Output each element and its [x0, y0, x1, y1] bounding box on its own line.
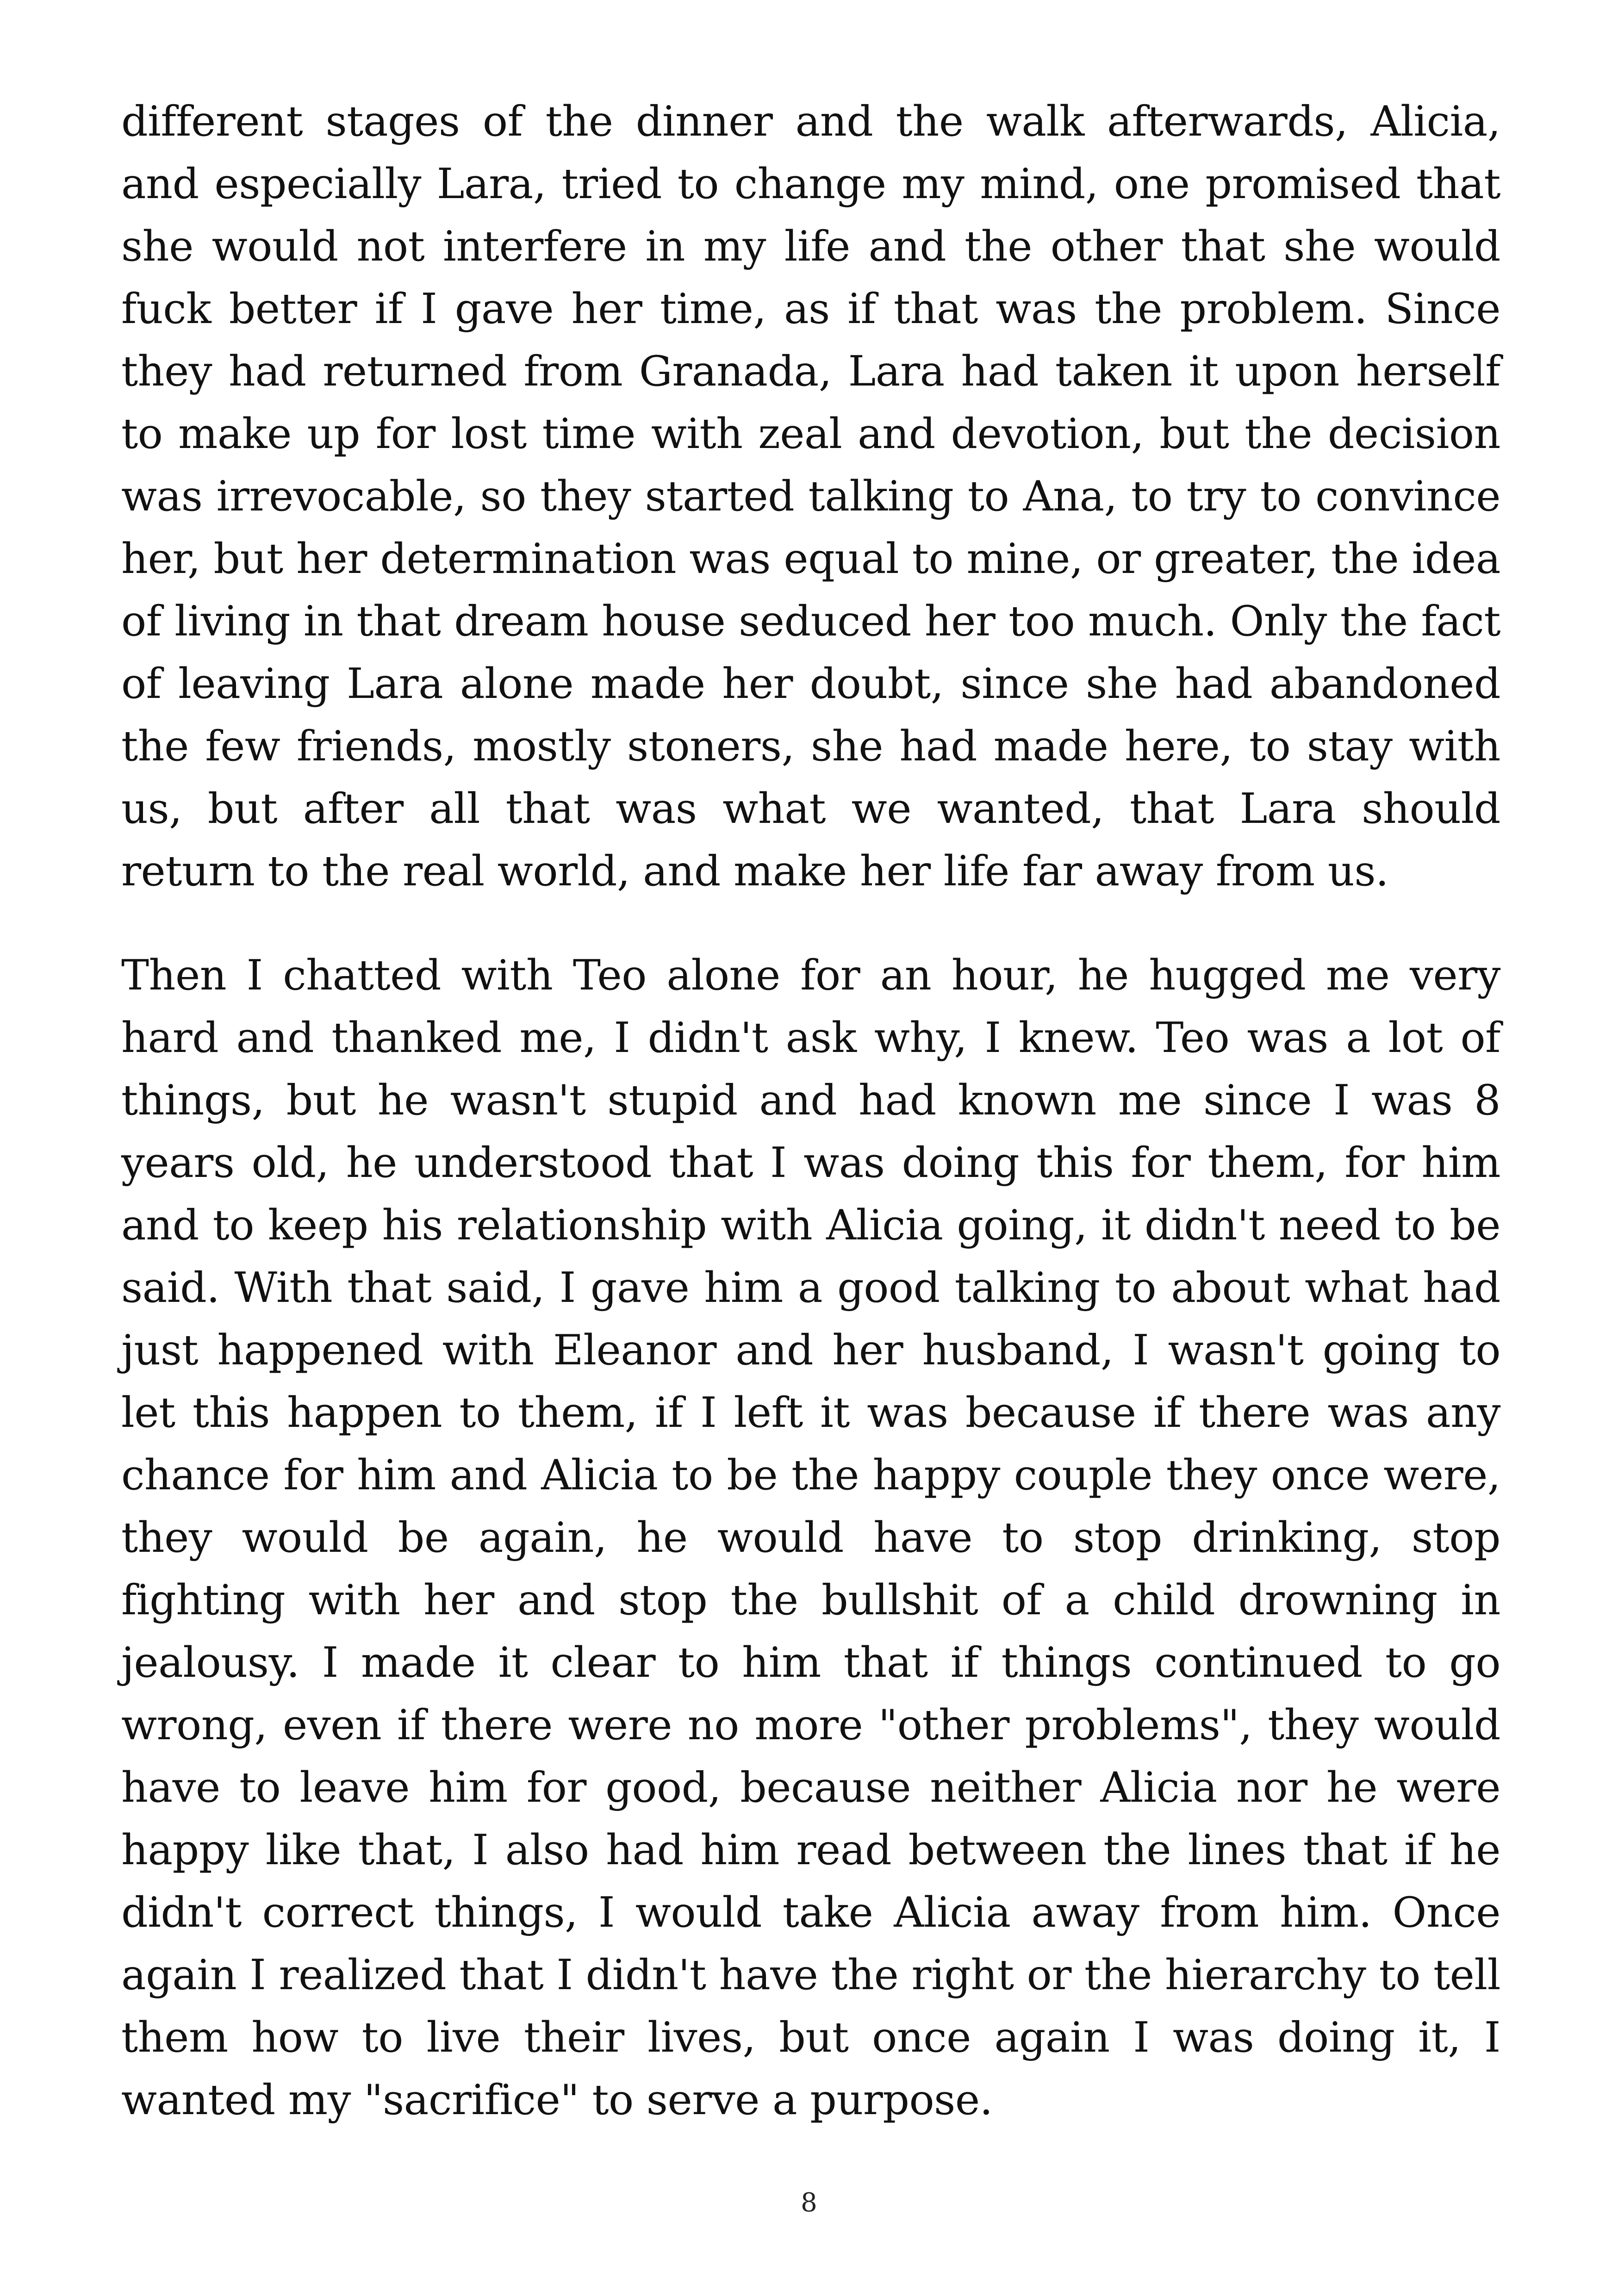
page-body [121, 90, 1500, 2173]
paragraph-1: different stages of the dinner and the walk afterwards, Alicia, and especially Lara, tried to change my mind, one promised that she would not interfere in my life and the other that she would fuck better if I gave her time, as if that was the problem. Since they had returned from Granada, Lara had taken it upon herself to make up for lost time with zeal and devotion, but the decision was irrevocable, so they started talking to Ana, to try to convince her, but her determination was equal to mine, or greater, the idea of living in that dream house seduced her too much. Only the fact of leaving Lara alone made her doubt, since she had abandoned the few friends, mostly stoners, she had made here, to stay with us, but after all that was what we wanted, that Lara should return to the real world, and make her life far away from us. [121, 97, 1500, 896]
page-number: 8 [801, 2188, 817, 2218]
paragraph-2: Then I chatted with Teo alone for an hour, he hugged me very hard and thanked me, I didn't ask why, I knew. Teo was a lot of things, but he wasn't stupid and had known me since I was 8 years old, he understood that I was doing this for them, for him and to keep his relationship with Alicia going, it didn't need to be said. With that said, I gave him a good talking to about what had just happened with Eleanor and her husband, I wasn't going to let this happen to them, if I left it was because if there was any chance for him and Alicia to be the happy couple they once were, they would be again, he would have to stop drinking, stop fighting with her and stop the bullshit of a child drowning in jealousy. I made it clear to him that if things continued to go wrong, even if there were no more "other problems", they would have to leave him for good, because neither Alicia nor he were happy like that, I also had him read between the lines that if he didn't correct things, I would take Alicia away from him. Once again I realized that I didn't have the right or the hierarchy to tell them how to live their lives, but once again I was doing it, I wanted my "sacrifice" to serve a purpose. [121, 951, 1500, 2124]
